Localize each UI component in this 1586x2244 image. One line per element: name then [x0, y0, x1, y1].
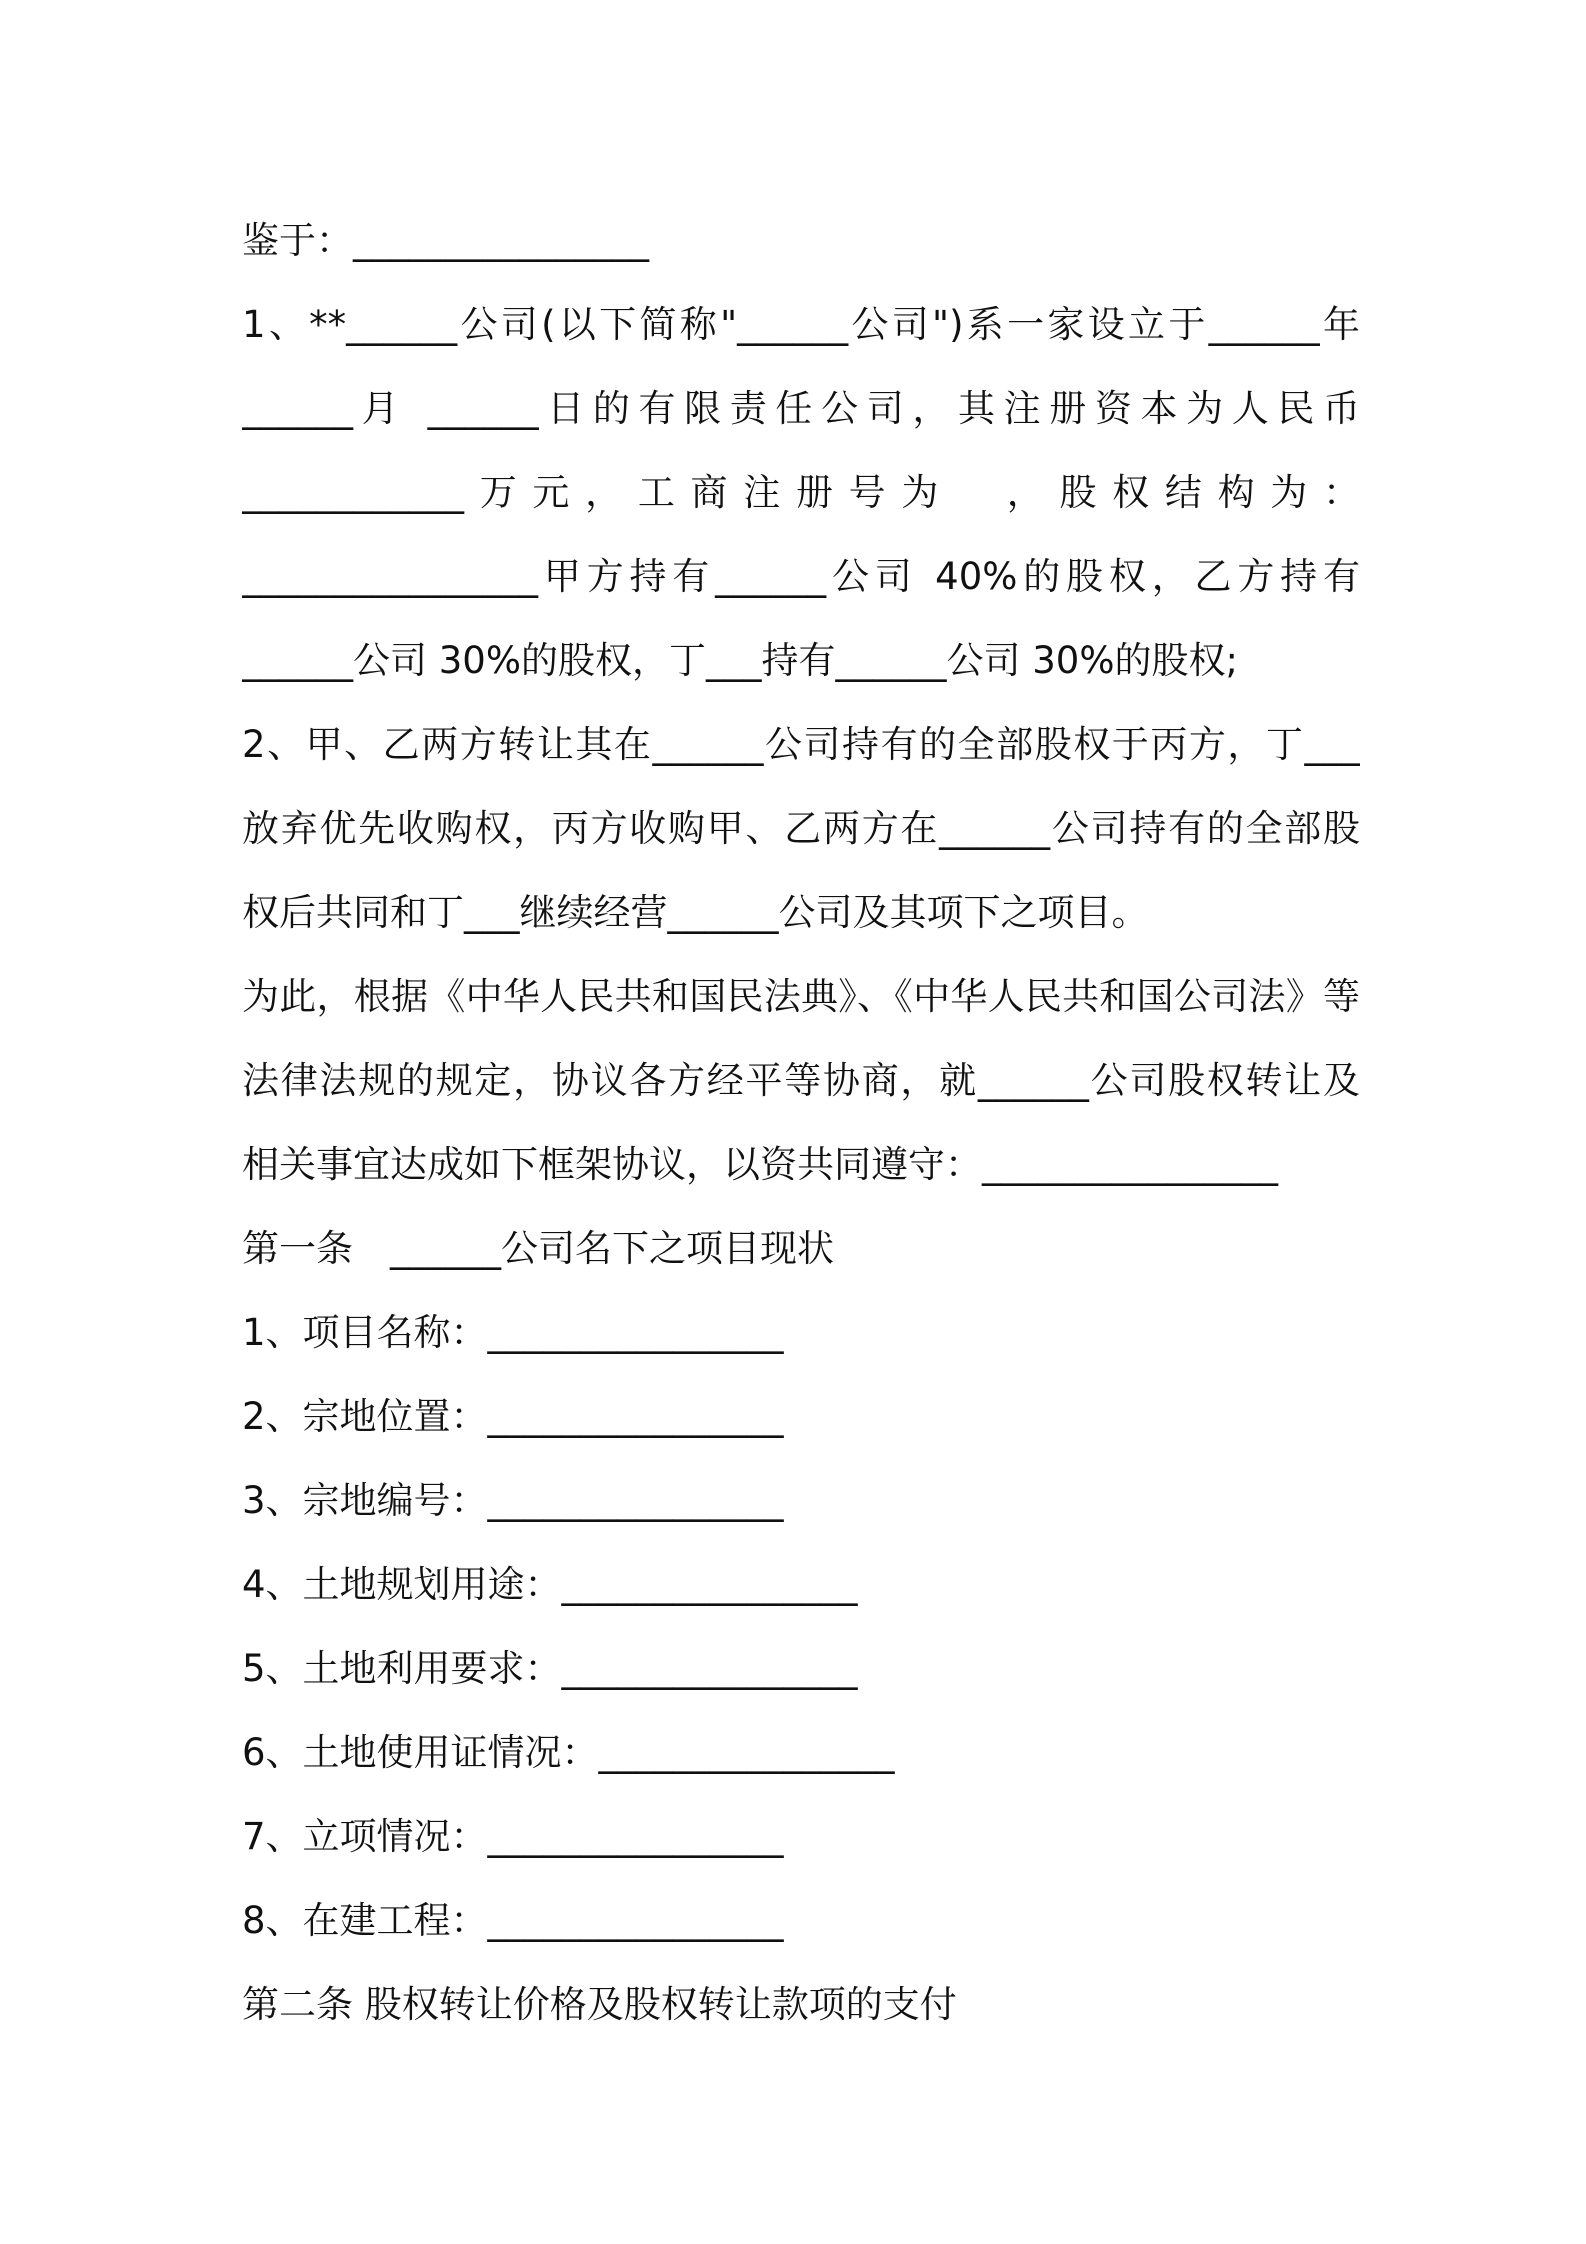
land-certificate-field: 6、土地使用证情况：________________ — [242, 1731, 895, 1774]
article-1-heading: 第一条 ______公司名下之项目现状 — [242, 1227, 834, 1270]
document-body — [242, 199, 1360, 2047]
paragraph-3-line-2: 法律法规的规定，协议各方经平等协商，就______公司股权转让及 — [242, 1059, 1360, 1102]
construction-field: 8、在建工程：________________ — [242, 1899, 784, 1942]
approval-status-field: 7、立项情况：________________ — [242, 1815, 784, 1858]
paragraph-3-line-3: 相关事宜达成如下框架协议，以资共同遵守：________________ — [242, 1143, 1278, 1186]
paragraph-1-line-3: ____________万元，工商注册号为 ，股权结构为： — [242, 471, 1360, 514]
paragraph-1-line-5: ______公司 30%的股权，丁___持有______公司 30%的股权; — [242, 639, 1238, 682]
paragraph-1-line-1: 1、**______公司(以下简称"______公司")系一家设立于______年 — [242, 303, 1360, 346]
paragraph-2-line-2: 放弃优先收购权，丙方收购甲、乙两方在______公司持有的全部股 — [242, 807, 1360, 850]
paragraph-3-line-1: 为此，根据《中华人民共和国民法典》、《中华人民共和国公司法》等 — [242, 975, 1360, 1018]
land-requirement-field: 5、土地利用要求：________________ — [242, 1647, 858, 1690]
paragraph-whereas: 鉴于：________________ — [242, 219, 649, 262]
article-2-heading: 第二条 股权转让价格及股权转让款项的支付 — [242, 1983, 957, 2026]
land-location-field: 2、宗地位置：________________ — [242, 1395, 784, 1438]
land-number-field: 3、宗地编号：________________ — [242, 1479, 784, 1522]
project-name-field: 1、项目名称：________________ — [242, 1311, 784, 1354]
paragraph-1-line-2: ______月 ______日的有限责任公司，其注册资本为人民币 — [242, 387, 1360, 430]
land-use-field: 4、土地规划用途：________________ — [242, 1563, 858, 1606]
paragraph-2-line-3: 权后共同和丁___继续经营______公司及其项下之项目。 — [242, 891, 1149, 934]
paragraph-2-line-1: 2、甲、乙两方转让其在______公司持有的全部股权于丙方，丁___ — [242, 723, 1360, 766]
paragraph-1-line-4: ________________甲方持有______公司 40%的股权，乙方持有 — [242, 555, 1360, 598]
